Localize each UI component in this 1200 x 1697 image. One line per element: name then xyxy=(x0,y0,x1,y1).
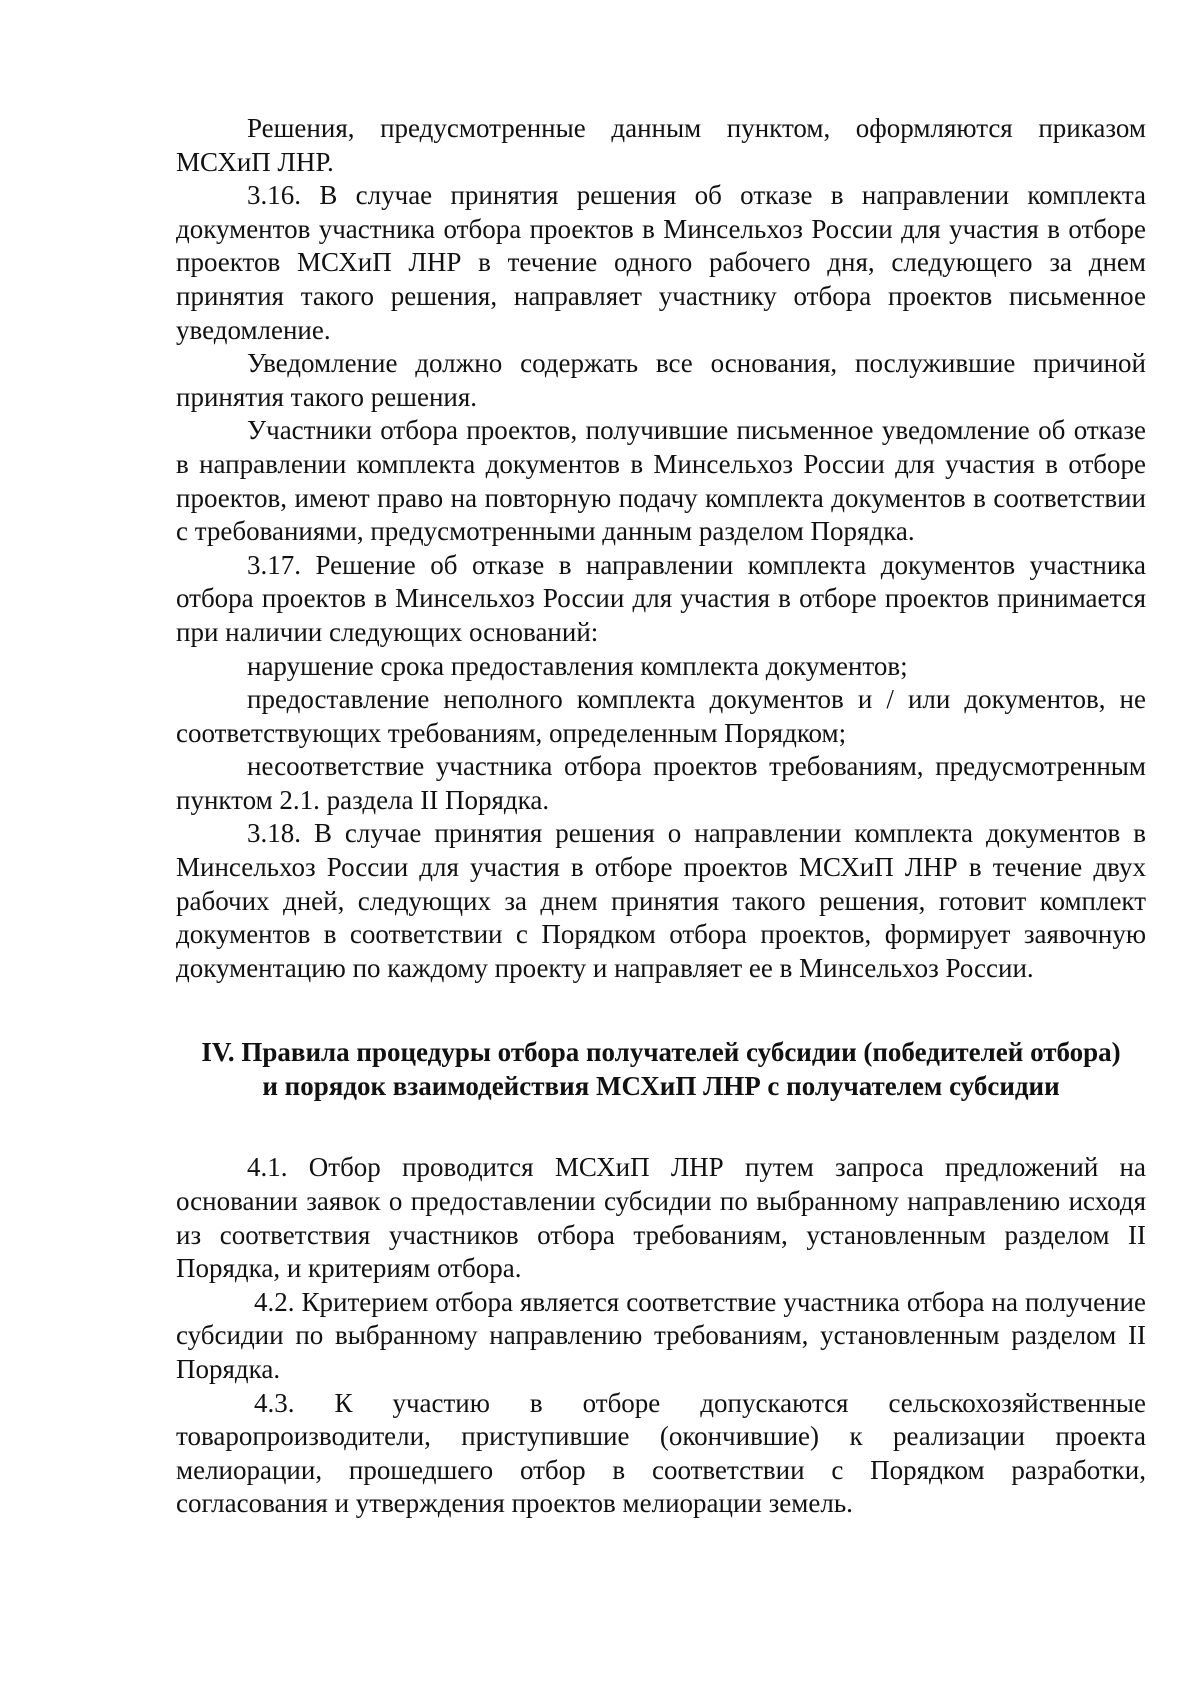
paragraph-notification-content: Уведомление должно содержать все основания, послужившие причиной принятия такого решения. xyxy=(176,348,1146,412)
paragraph-3-18: 3.18. В случае принятия решения о направлении комплекта документов в Минсельхоз России для участия в отборе проектов МСХиП ЛНР в течение двух рабочих дней, следующих за днем принятия такого решения, готовит комплект документов в соответствии с Порядком отбора проектов, формирует заявочную документацию по каждому проекту и направляет ее в Минсельхоз России. xyxy=(176,818,1146,983)
section-heading-line-2: и порядок взаимодействия МСХиП ЛНР с получателем субсидии xyxy=(262,1071,1060,1102)
paragraph-ground-noncompliance: несоответствие участника отбора проектов требованиям, предусмотренным пунктом 2.1. раздела II Порядка. xyxy=(176,751,1146,815)
paragraph-3-17: 3.17. Решение об отказе в направлении комплекта документов участника отбора проектов в Минсельхоз России для участия в отборе проектов принимается при наличии следующих оснований: xyxy=(176,549,1146,647)
paragraph-4-2: 4.2. Критерием отбора является соответствие участника отбора на получение субсидии по выбранному направлению требованиям, установленным разделом II Порядка. xyxy=(176,1286,1146,1384)
paragraph-4-1: 4.1. Отбор проводится МСХиП ЛНР путем запроса предложений на основании заявок о предоставлении субсидии по выбранному направлению исходя из соответствия участников отбора требованиям, установленным разделом II Порядка, и критериям отбора. xyxy=(176,1152,1146,1284)
paragraph-4-3: 4.3. К участию в отборе допускаются сельскохозяйственные товаропроизводители, приступившие (окончившие) к реализации проекта мелиорации, прошедшего отбор в соответствии с Порядком разработки, согласования и утверждения проектов мелиорации земель. xyxy=(176,1387,1146,1519)
paragraph-decisions-order: Решения, предусмотренные данным пунктом, оформляются приказом МСХиП ЛНР. xyxy=(176,113,1146,177)
paragraph-3-16: 3.16. В случае принятия решения об отказе в направлении комплекта документов участника отбора проектов в Минсельхоз России для участия в отборе проектов МСХиП ЛНР в течение одного рабочего дня, следующего за днем принятия такого решения, направляет участнику отбора проектов письменное уведомление. xyxy=(176,180,1146,345)
section-iv-heading xyxy=(176,1035,1146,1103)
paragraph-ground-deadline: нарушение срока предоставления комплекта документов; xyxy=(247,650,908,681)
paragraph-resubmission-right: Участники отбора проектов, получившие письменное уведомление об отказе в направлении комплекта документов в Минсельхоз России для участия в отборе проектов, имеют право на повторную подачу комплекта документов в соответствии с требованиями, предусмотренными данным разделом Порядка. xyxy=(176,415,1146,547)
section-heading-line-1: IV. Правила процедуры отбора получателей субсидии (победителей отбора) xyxy=(201,1037,1121,1068)
paragraph-ground-incomplete: предоставление неполного комплекта документов и / или документов, не соответствующих требованиям, определенным Порядком; xyxy=(176,684,1146,748)
document-body xyxy=(176,112,1146,1521)
